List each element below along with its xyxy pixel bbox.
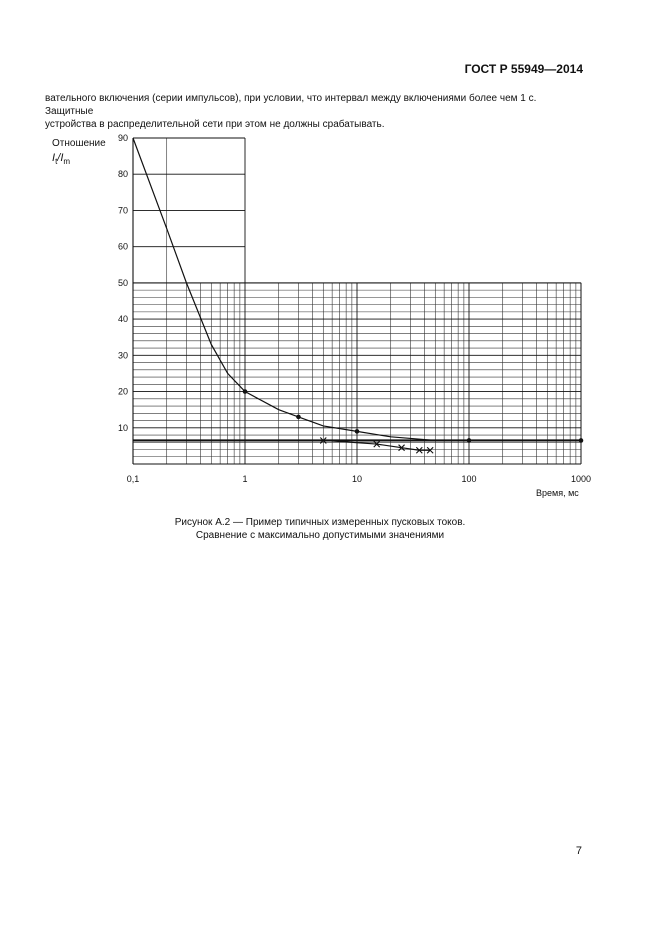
y-tick-label: 10 [117, 422, 128, 433]
series-limit_curve-marker [296, 415, 301, 420]
paragraph-line-2: устройства в распределительной сети при этом не должны срабатывать. [45, 119, 385, 130]
series-limit_curve-marker [355, 429, 360, 434]
y-tick-label: 60 [117, 241, 128, 252]
x-axis-label: Время, мс [536, 488, 579, 498]
series-limit_curve-marker [243, 389, 248, 394]
y-axis-label-word: Отношение [52, 138, 106, 149]
document-code: ГОСТ Р 55949—2014 [464, 62, 583, 76]
y-tick-label: 70 [117, 205, 128, 216]
y-tick-label: 40 [117, 314, 128, 325]
y-tick-label: 20 [117, 386, 128, 397]
x-tick-label: 10 [351, 474, 363, 484]
page-number: 7 [575, 845, 582, 857]
series-limit_curve [133, 138, 435, 440]
y-tick-label: 30 [117, 350, 128, 361]
x-tick-label: 1 [242, 474, 248, 484]
series-threshold-marker [579, 438, 584, 443]
figure-caption-subtitle: Сравнение с максимально допустимыми значениями [195, 530, 445, 541]
x-tick-label: 1000 [570, 474, 592, 484]
x-tick-label: 100 [461, 474, 477, 484]
paragraph-line-1: вательного включения (серии импульсов), при условии, что интервал между включениями более чем 1 с. Защитные [45, 93, 537, 117]
series-measured [323, 440, 430, 450]
y-tick-label: 80 [117, 169, 128, 180]
y-tick-label: 50 [117, 277, 128, 288]
y-tick-label: 90 [117, 133, 128, 143]
series-threshold-marker [467, 438, 472, 443]
figure-caption-title: Рисунок А.2 — Пример типичных измеренных пусковых токов. [174, 517, 466, 528]
y-axis-label-symbol: $I_t/I_m$ [52, 152, 71, 166]
x-tick-label: 0,1 [126, 474, 140, 484]
